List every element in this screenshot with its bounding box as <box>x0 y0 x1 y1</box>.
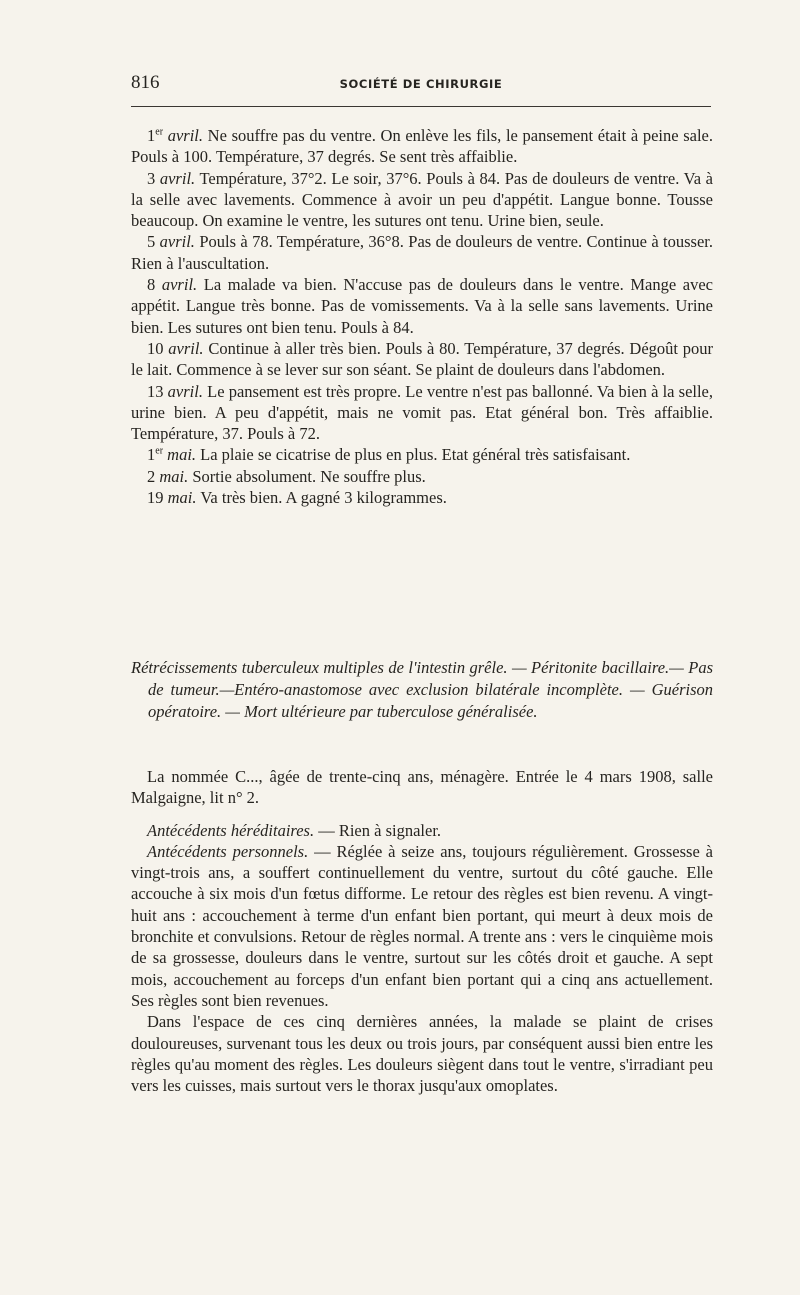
note-paragraph: 5 avril. Pouls à 78. Température, 36°8. Pas de douleurs de ventre. Continue à tousser. Rien à l'auscultation. <box>131 232 713 273</box>
note-paragraph: 2 mai. Sortie absolument. Ne souffre plus. <box>147 466 426 486</box>
daily-notes <box>131 125 713 508</box>
note-paragraph: 8 avril. La malade va bien. N'accuse pas de douleurs dans le ventre. Mange avec appétit. Langue très bonne. Pas de vomissements. Va à la selle sans lavements. Urine bien. Les sutures ont bien tenu. Pouls à 84. <box>131 275 713 337</box>
note-paragraph: 3 avril. Température, 37°2. Le soir, 37°6. Pouls à 84. Pas de douleurs de ventre. Va à la selle avec lavements. Commence à avoir un peu d'appétit. Langue bonne. Tousse beaucoup. On examine le ventre, les sutures ont tenu. Urine bien, seule. <box>131 168 714 231</box>
header-rule <box>131 106 711 107</box>
note-paragraph: 10 avril. Continue à aller très bien. Pouls à 80. Température, 37 degrés. Dégoût pour le lait. Commence à se lever sur son séant. Se plaint de douleurs dans l'abdomen. <box>131 338 713 380</box>
note-paragraph: 13 avril. Le pansement est très propre. Le ventre n'est pas ballonné. Va bien à la selle, urine bien. A peu d'appétit, mais ne vomit pas. Etat général bon. Très affaiblie. Température, 37. Pouls à 72. <box>131 381 714 444</box>
case-title-text: Rétrécissements tuberculeux multiples de l'intestin grêle. — Péritonite bacillaire.— Pas de tumeur.—Entéro-anastomose avec exclusion bilatérale incomplète. — Guérison opératoire. — Mort ultérieure par tuberculose généralisée. <box>131 658 713 721</box>
note-paragraph: 1er avril. Ne souffre pas du ventre. On enlève les fils, le pansement était à peine sale. Pouls à 100. Température, 37 degrés. Se sent très affaiblie. <box>131 126 713 167</box>
running-head: SOCIÉTÉ DE CHIRURGIE <box>339 77 503 91</box>
personal-paragraph: Antécédents personnels. — Réglée à seize ans, toujours régulièrement. Grossesse à vingt-trois ans, a souffert continuellement du ventre, surtout du côté gauche. Elle accouche à six mois d'un fœtus difforme. Le retour des règles est bien revenu. A vingt-huit ans : accouchement à terme d'un enfant bien portant, qui meurt à deux mois de bronchite et convulsions. Retour de règles normal. A trente ans : vers le cinquième mois de sa grossesse, douleurs dans le ventre, surtout sur les côtés droit et gauche. A sept mois, accouchement au forceps d'un enfant bien portant qui a cinq ans actuellement. Ses règles sont bien revenues. <box>131 841 713 1010</box>
note-paragraph: 19 mai. Va très bien. A gagné 3 kilogrammes. <box>147 488 447 508</box>
intro-paragraph: La nommée C..., âgée de trente-cinq ans, ménagère. Entrée le 4 mars 1908, salle Malgaigne, lit n° 2. <box>131 767 713 808</box>
page-number: 816 <box>131 72 160 93</box>
hereditary-paragraph: Antécédents héréditaires. — Rien à signaler. <box>147 820 442 840</box>
case-title <box>131 657 713 723</box>
note-paragraph: 1er mai. La plaie se cicatrise de plus en plus. Etat général très satisfaisant. <box>147 445 631 465</box>
last-paragraph: Dans l'espace de ces cinq dernières années, la malade se plaint de crises douloureuses, survenant tous les deux ou trois jours, par conséquent aussi bien entre les règles qu'au moment des règles. Les douleurs siègent dans tout le ventre, s'irradiant peu vers les cuisses, mais surtout vers le thorax jusqu'aux omoplates. <box>131 1012 713 1096</box>
case-body <box>131 766 713 1096</box>
page-header <box>131 72 711 98</box>
